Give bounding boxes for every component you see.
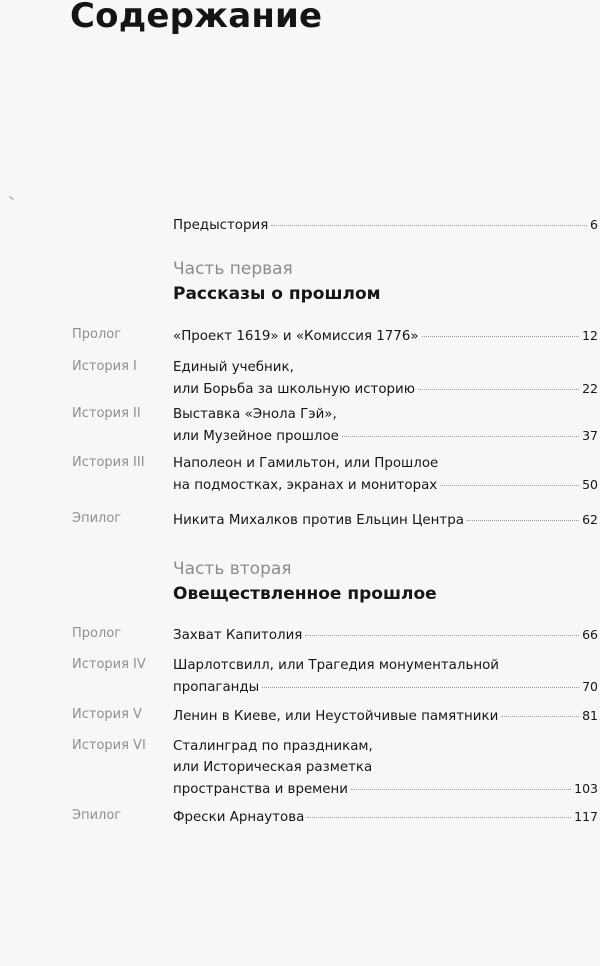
entry-title-line: пространства и времени (173, 782, 348, 797)
entry-label: История III (72, 455, 145, 470)
page-number: 66 (582, 627, 598, 642)
entry-title-line: пропаганды (173, 680, 260, 695)
entry-title-line: или Борьба за школьную историю (173, 382, 416, 397)
entry-label: История VI (72, 738, 146, 753)
entry-body[interactable] (173, 453, 598, 496)
entry-title-line: Ленин в Киеве, или Неустойчивые памятники (173, 709, 499, 724)
entry-body[interactable] (173, 705, 598, 727)
entry-title-line: «Проект 1619» и «Комиссия 1776» (173, 329, 419, 344)
page-number: 103 (574, 781, 598, 796)
entry-last-line (173, 378, 598, 400)
page-number: 37 (582, 428, 598, 443)
dot-leader (307, 817, 571, 818)
entry-body[interactable] (173, 214, 598, 236)
entry-title-line: Шарлотсвилл, или Трагедия монументальной (173, 658, 499, 673)
page-title: Содержание (70, 0, 323, 36)
entry-last-line (173, 705, 598, 727)
entry-title-line: Фрески Арнаутова (173, 810, 305, 825)
dot-leader (501, 716, 579, 717)
entry-label: История II (72, 406, 141, 421)
entry-title-line: Выставка «Энола Гэй», (173, 407, 337, 422)
entry-title-line: Единый учебник, (173, 360, 294, 375)
entry-body[interactable] (173, 404, 598, 447)
entry-title-line: Никита Михалков против Ельцин Центра (173, 513, 464, 528)
dot-leader (440, 485, 579, 486)
page-number: 50 (582, 477, 598, 492)
entry-label: История I (72, 359, 137, 374)
entry-last-line (173, 425, 598, 447)
entry-body[interactable] (173, 357, 598, 400)
dot-leader (342, 436, 579, 437)
part-kicker: Часть первая (173, 259, 293, 279)
entry-title-line: Предыстория (173, 218, 269, 233)
dot-leader (271, 225, 587, 226)
entry-label: История V (72, 707, 142, 722)
page-number: 22 (582, 381, 598, 396)
entry-label: История IV (72, 657, 146, 672)
entry-body[interactable] (173, 509, 598, 531)
entry-label: Пролог (72, 626, 122, 641)
entry-title-line: Сталинград по праздникам, (173, 739, 373, 754)
entry-label: Эпилог (72, 808, 122, 823)
entry-title-line: Захват Капитолия (173, 628, 303, 643)
page-number: 62 (582, 512, 598, 527)
dot-leader (305, 635, 579, 636)
page-number: 70 (582, 679, 598, 694)
entry-title-line: Наполеон и Гамильтон, или Прошлое (173, 456, 439, 471)
page-number: 117 (574, 809, 598, 824)
dot-leader (262, 687, 579, 688)
entry-body[interactable] (173, 655, 598, 698)
dot-leader (351, 789, 571, 790)
entry-title-line: или Музейное прошлое (173, 429, 339, 444)
entry-title-line: на подмостках, экранах и мониторах (173, 478, 438, 493)
entry-label: Пролог (72, 327, 122, 342)
entry-last-line (173, 778, 598, 800)
page-number: 6 (590, 217, 598, 232)
part-title: Рассказы о прошлом (173, 284, 381, 304)
entry-last-line (173, 806, 598, 828)
entry-last-line (173, 474, 598, 496)
entry-body[interactable] (173, 806, 598, 828)
entry-body[interactable] (173, 736, 598, 800)
page-number: 81 (582, 708, 598, 723)
entry-last-line (173, 676, 598, 698)
entry-body[interactable] (173, 624, 598, 646)
part-title: Овеществленное прошлое (173, 584, 437, 604)
entry-body[interactable] (173, 325, 598, 347)
entry-title-line: или Историческая разметка (173, 760, 373, 775)
dot-leader (422, 336, 580, 337)
scan-speck (9, 196, 14, 201)
entry-last-line (173, 325, 598, 347)
entry-label: Эпилог (72, 511, 122, 526)
entry-last-line (173, 624, 598, 646)
dot-leader (418, 389, 579, 390)
part-kicker: Часть вторая (173, 559, 292, 579)
dot-leader (467, 520, 579, 521)
page-number: 12 (582, 328, 598, 343)
entry-last-line (173, 214, 598, 236)
entry-last-line (173, 509, 598, 531)
